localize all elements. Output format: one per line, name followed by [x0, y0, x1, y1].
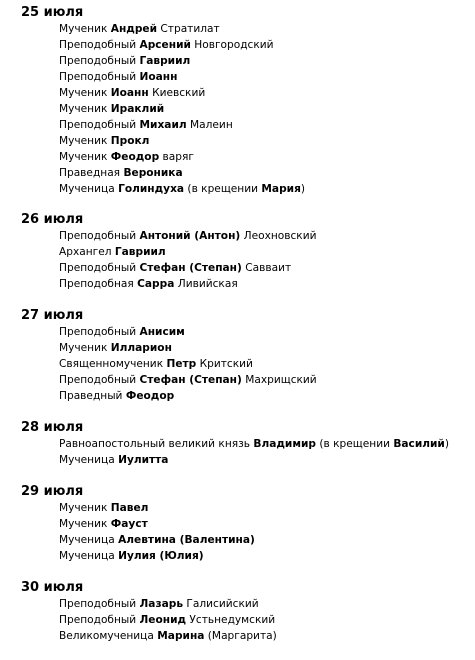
saint-text: Критский	[196, 358, 253, 370]
saint-name: Петр	[166, 358, 197, 370]
saint-text: Киевский	[148, 87, 206, 99]
saint-entry	[59, 101, 164, 117]
saint-name: Гавриил	[139, 55, 191, 67]
saint-text: (Маргарита)	[204, 630, 277, 642]
saint-text: Мученица	[59, 550, 119, 562]
saint-text: Малеин	[186, 119, 233, 131]
saint-entry	[59, 133, 149, 149]
saint-entry	[59, 436, 449, 452]
saint-entry	[59, 181, 305, 197]
saint-text: Праведный	[59, 390, 126, 402]
saint-text: Мученик	[59, 23, 111, 35]
saint-name: Владимир	[253, 438, 317, 450]
saint-name: Илларион	[110, 342, 172, 354]
saint-name: Леонид	[139, 614, 187, 626]
saint-text: Мученица	[59, 454, 119, 466]
saint-text: Преподобный	[59, 230, 140, 242]
day-title: 29 июля	[21, 484, 84, 499]
saint-text: Стратилат	[157, 23, 220, 35]
saint-text: Преподобный	[59, 598, 140, 610]
saint-text: Мученица	[59, 183, 119, 195]
saint-text: Савваит	[241, 262, 292, 274]
saint-entry	[59, 516, 148, 532]
saint-name: Фауст	[110, 518, 148, 530]
saint-text: )	[444, 438, 449, 450]
saint-text: Равноапостольный великий князь	[59, 438, 254, 450]
saint-entry	[59, 228, 316, 244]
saint-text: Преподобный	[59, 71, 140, 83]
saint-name: Голиндуха	[118, 183, 185, 195]
saint-text: Архангел	[59, 246, 115, 258]
saint-text: Преподобный	[59, 374, 140, 386]
saint-name: Анисим	[139, 326, 185, 338]
saint-entry	[59, 452, 168, 468]
saint-name: Иулия (Юлия)	[118, 550, 204, 562]
saint-entry	[59, 324, 185, 340]
saint-name: Арсений	[139, 39, 191, 51]
saint-text: (в крещении	[184, 183, 262, 195]
saint-text: Устьнедумский	[186, 614, 276, 626]
saint-entry	[59, 165, 183, 181]
saint-text: Галисийский	[183, 598, 259, 610]
saint-entry	[59, 69, 177, 85]
saint-text: Праведная	[59, 167, 124, 179]
saint-name: Андрей	[110, 23, 158, 35]
saint-name: Иоанн	[139, 71, 178, 83]
saint-entry	[59, 612, 275, 628]
saint-text: Преподобная	[59, 278, 138, 290]
saint-text: варяг	[159, 151, 194, 163]
saint-entry	[59, 53, 190, 69]
saint-entry	[59, 37, 274, 53]
saint-text: Ливийская	[174, 278, 238, 290]
saint-text: Преподобный	[59, 55, 140, 67]
saint-name: Вероника	[123, 167, 183, 179]
saint-name: Василий	[393, 438, 445, 450]
saint-text: Новгородский	[190, 39, 274, 51]
saint-entry	[59, 340, 172, 356]
saint-entry	[59, 276, 238, 292]
saint-name: Стефан (Степан)	[139, 374, 242, 386]
saint-text: Великомученица	[59, 630, 158, 642]
saint-text: Мученик	[59, 87, 111, 99]
saint-text: (в крещении	[316, 438, 394, 450]
saint-entry	[59, 532, 255, 548]
saint-text: Мученик	[59, 135, 111, 147]
saint-entry	[59, 388, 174, 404]
saint-text: Мученик	[59, 342, 111, 354]
saint-entry	[59, 21, 220, 37]
saint-entry	[59, 85, 205, 101]
saint-text: Преподобный	[59, 326, 140, 338]
saint-entry	[59, 356, 253, 372]
saint-name: Иоанн	[110, 87, 149, 99]
saint-entry	[59, 548, 204, 564]
saint-name: Феодор	[125, 390, 175, 402]
saint-name: Павел	[110, 502, 149, 514]
saint-name: Сарра	[137, 278, 175, 290]
saint-name: Марина	[157, 630, 205, 642]
saint-entry	[59, 117, 233, 133]
saint-name: Мария	[261, 183, 301, 195]
saint-entry	[59, 260, 291, 276]
saint-text: Преподобный	[59, 614, 140, 626]
saint-name: Феодор	[110, 151, 160, 163]
saint-name: Антоний (Антон)	[139, 230, 241, 242]
saint-text: Мученица	[59, 534, 119, 546]
saint-entry	[59, 628, 277, 644]
saint-text: Преподобный	[59, 119, 140, 131]
saint-text: Преподобный	[59, 39, 140, 51]
saint-entry	[59, 149, 194, 165]
saint-name: Михаил	[139, 119, 187, 131]
saint-text: Преподобный	[59, 262, 140, 274]
saint-text: Мученик	[59, 502, 111, 514]
saint-text: Махрищский	[241, 374, 317, 386]
day-title: 26 июля	[21, 212, 84, 227]
saint-name: Алевтина (Валентина)	[118, 534, 255, 546]
saint-text: Мученик	[59, 518, 111, 530]
saint-text: Священномученик	[59, 358, 167, 370]
saint-entry	[59, 244, 166, 260]
saint-text: Леохновский	[240, 230, 317, 242]
day-title: 30 июля	[21, 580, 84, 595]
saint-text: Мученик	[59, 151, 111, 163]
saint-name: Прокл	[110, 135, 150, 147]
day-title: 25 июля	[21, 5, 84, 20]
saint-name: Лазарь	[139, 598, 184, 610]
saint-entry	[59, 596, 259, 612]
saint-text: )	[300, 183, 306, 195]
saint-entry	[59, 372, 317, 388]
saint-text: Мученик	[59, 103, 111, 115]
day-title: 27 июля	[21, 308, 84, 323]
saint-name: Стефан (Степан)	[139, 262, 242, 274]
saint-name: Гавриил	[114, 246, 166, 258]
day-title: 28 июля	[21, 420, 84, 435]
saint-entry	[59, 500, 148, 516]
saint-name: Ираклий	[110, 103, 165, 115]
saint-name: Иулитта	[118, 454, 169, 466]
